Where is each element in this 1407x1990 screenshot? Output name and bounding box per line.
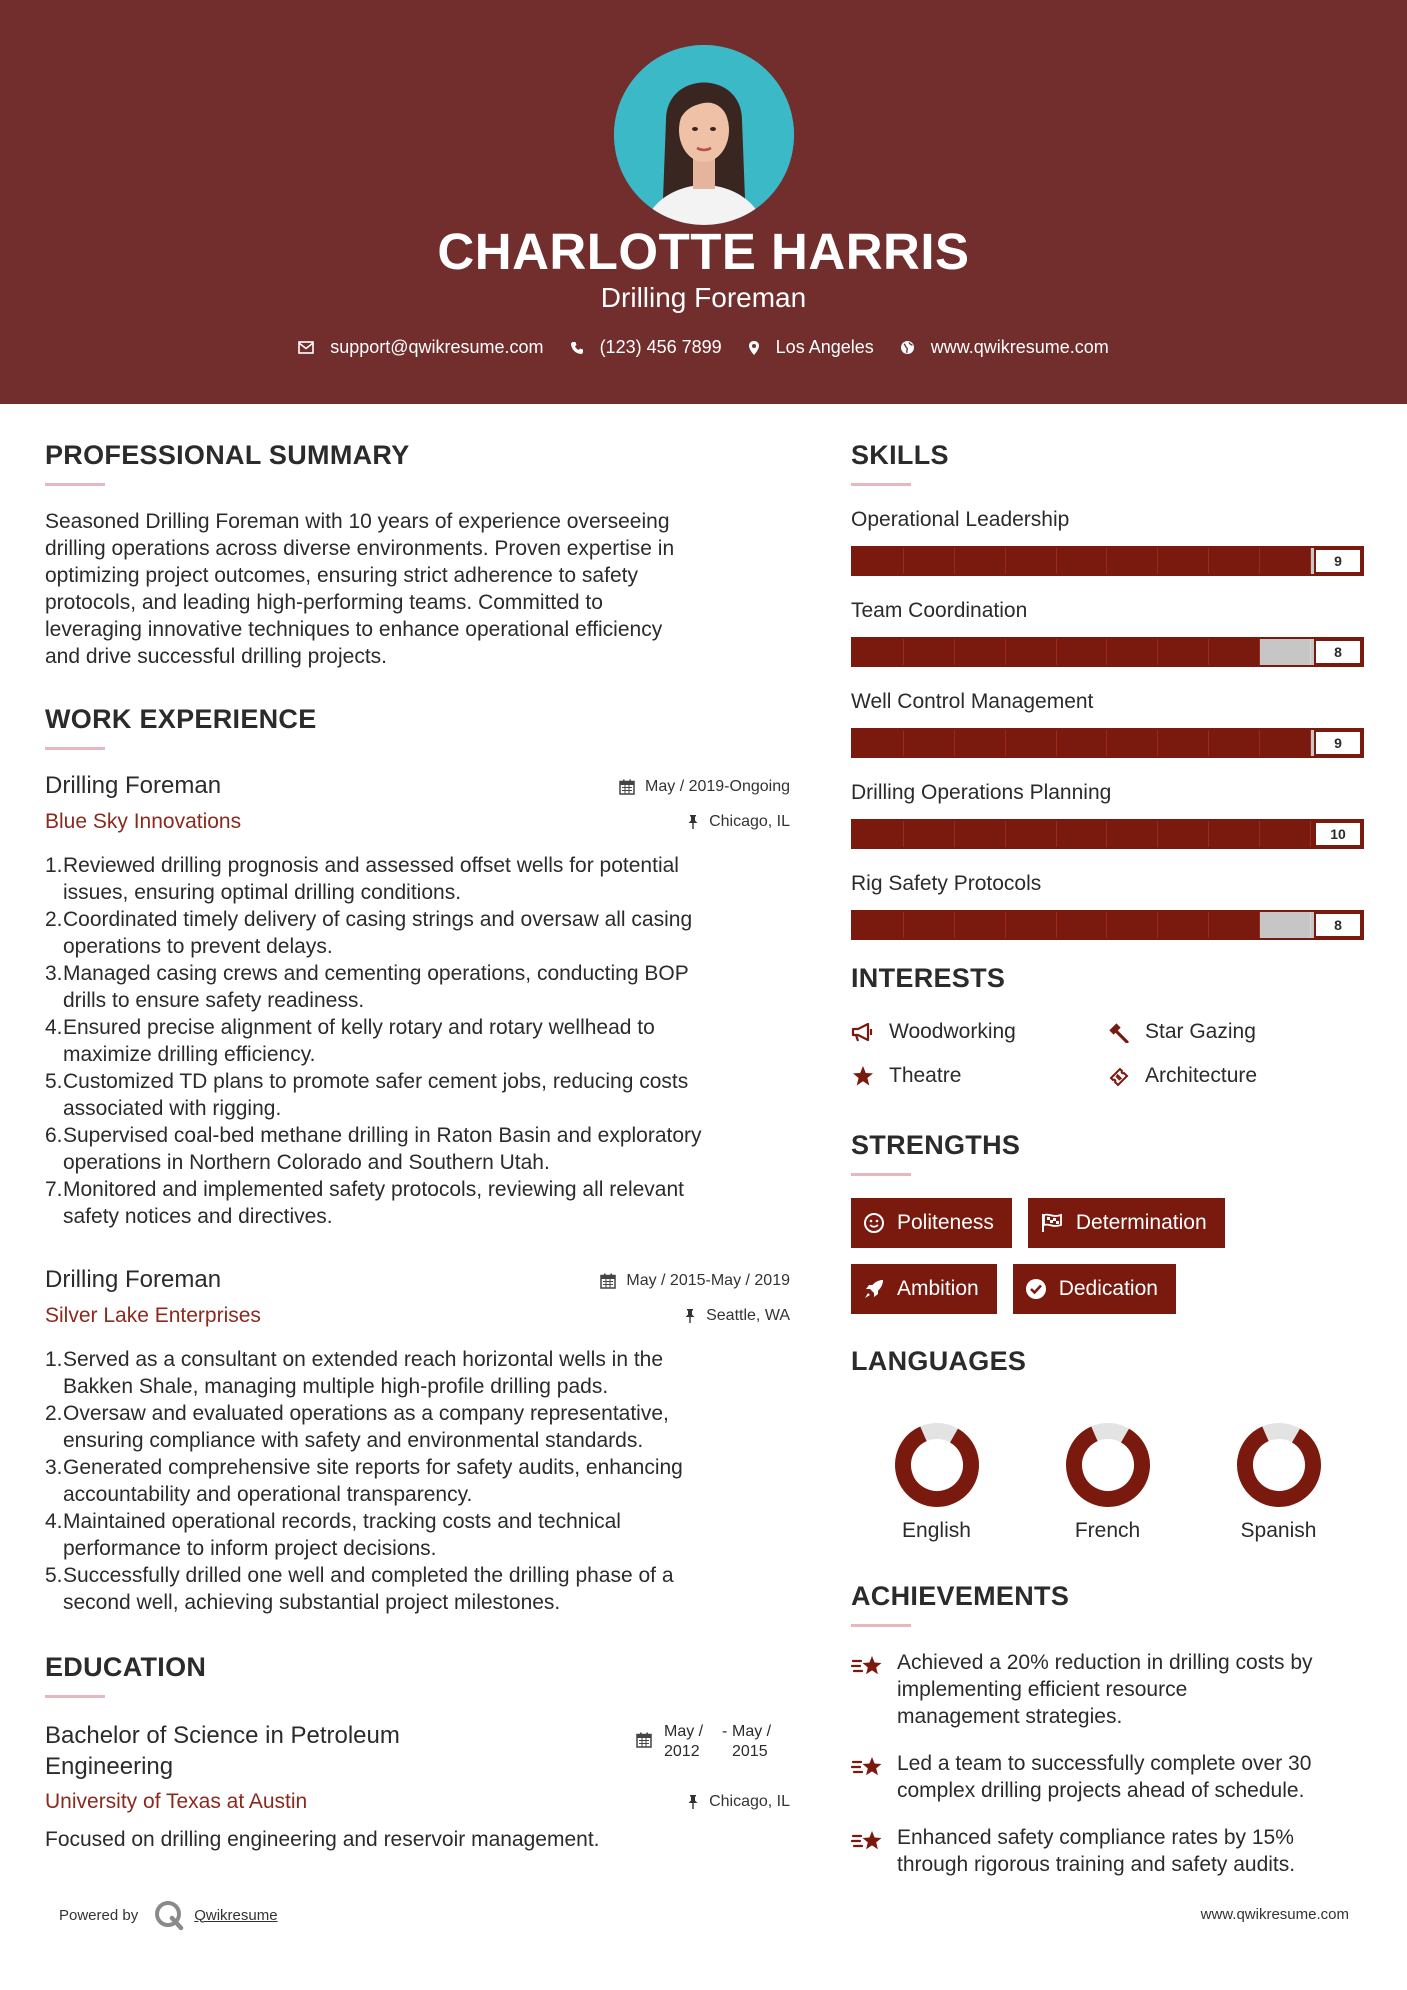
- job-bullet: [45, 1562, 790, 1616]
- strength-list: [851, 1198, 1366, 1330]
- calendar-icon: [636, 1732, 652, 1748]
- achievement-text: [897, 1649, 1313, 1730]
- skill-bar: [851, 910, 1364, 940]
- achievements-section: [851, 1581, 1366, 1878]
- bullet-line: Ensured precise alignment of kelly rotary and rotary wellhead to: [63, 1016, 655, 1039]
- footer-website[interactable]: www.qwikresume.com: [1200, 1906, 1349, 1923]
- calendar-icon: [600, 1273, 616, 1289]
- job-dates: [619, 778, 790, 796]
- end-date-line: 2015: [732, 1743, 768, 1760]
- bullet-text: [63, 1400, 669, 1454]
- skill-name: Drilling Operations Planning: [851, 781, 1112, 804]
- skill-name: Well Control Management: [851, 690, 1094, 713]
- job-bullet: [45, 1122, 790, 1176]
- experience-heading: WORK EXPERIENCE: [45, 704, 317, 734]
- skill-segment: [1209, 548, 1260, 574]
- interest-label: Woodworking: [889, 1020, 1016, 1043]
- skill-segment: [1260, 912, 1311, 938]
- skill-bar: [851, 819, 1364, 849]
- skill-segment: [955, 639, 1006, 665]
- bullet-text: [63, 1454, 683, 1508]
- job-dates-text: May / 2015-May / 2019: [626, 1272, 790, 1289]
- pushpin-icon: [687, 1794, 699, 1810]
- skills-section: [851, 440, 1366, 940]
- job-bullet: [45, 960, 790, 1014]
- education-heading: EDUCATION: [45, 1652, 207, 1682]
- skill-segment: [904, 912, 955, 938]
- summary-line: leveraging innovative techniques to enhance operational efficiency: [45, 618, 663, 641]
- skill-segment: [1107, 548, 1158, 574]
- job-list: [45, 772, 790, 1616]
- achievement-text: [897, 1824, 1295, 1878]
- skill-segment: [1158, 912, 1209, 938]
- section-underline: [851, 1624, 911, 1627]
- right-column: [851, 440, 1366, 1898]
- summary-heading: PROFESSIONAL SUMMARY: [45, 440, 410, 470]
- skill-name: Operational Leadership: [851, 508, 1070, 531]
- degree-line: Engineering: [45, 1753, 174, 1780]
- footer-brand-link[interactable]: Qwikresume: [194, 1906, 278, 1924]
- bullet-line: Maintained operational records, tracking costs and technical: [63, 1510, 621, 1533]
- company-name: Silver Lake Enterprises: [45, 1304, 261, 1327]
- strength-label: Politeness: [897, 1211, 994, 1234]
- interest-item: [851, 1064, 1107, 1088]
- strength-badge: [1028, 1198, 1225, 1248]
- bullet-text: [63, 960, 689, 1014]
- bullet-number: 4.: [45, 1016, 63, 1039]
- achievement-text: [897, 1750, 1311, 1804]
- bullet-line: ensuring compliance with safety and environmental standards.: [63, 1429, 644, 1452]
- bullet-text: [63, 1014, 655, 1068]
- pushpin-icon: [684, 1308, 696, 1324]
- bullet-number: 2.: [45, 908, 63, 931]
- bullet-number: 5.: [45, 1070, 63, 1093]
- bullet-line: safety notices and directives.: [63, 1205, 333, 1228]
- bullet-line: Generated comprehensive site reports for safety audits, enhancing: [63, 1456, 683, 1479]
- summary-text: [45, 508, 790, 670]
- summary-line: drilling operations across diverse environments. Proven expertise in: [45, 537, 675, 560]
- education-sub: [45, 1790, 790, 1814]
- bullet-number: 1.: [45, 1348, 63, 1371]
- skill-segment: [955, 912, 1006, 938]
- strength-label: Ambition: [897, 1277, 979, 1300]
- bullet-text: [63, 1068, 688, 1122]
- skill-level-label: 9: [1314, 730, 1362, 756]
- strength-label: Determination: [1075, 1211, 1207, 1234]
- achievement-list: [851, 1649, 1366, 1878]
- job-location: [684, 1307, 790, 1325]
- job-bullet: [45, 1068, 790, 1122]
- email-text: support@qwikresume.com: [330, 337, 544, 357]
- skill-name: Rig Safety Protocols: [851, 872, 1042, 895]
- bullet-line: Supervised coal-bed methane drilling in Raton Basin and exploratory: [63, 1124, 702, 1147]
- job-header: [45, 1266, 790, 1294]
- skill-segment: [1260, 548, 1311, 574]
- bullet-line: Bakken Shale, managing multiple high-profile drilling pads.: [63, 1375, 609, 1398]
- smile-icon: [863, 1212, 885, 1234]
- job-bullet: [45, 1346, 790, 1400]
- education-end-date: [732, 1722, 790, 1762]
- language-gauge: [1235, 1421, 1323, 1509]
- bullet-text: [63, 906, 692, 960]
- skill-segment: [904, 821, 955, 847]
- job-bullet: [45, 1014, 790, 1068]
- skill-segment: [904, 548, 955, 574]
- bullet-line: Coordinated timely delivery of casing strings and oversaw all casing: [63, 908, 693, 931]
- summary-line: Seasoned Drilling Foreman with 10 years of experience overseeing: [45, 510, 670, 533]
- contact-email[interactable]: [298, 337, 543, 358]
- bullet-number: 2.: [45, 1402, 63, 1425]
- rocket-icon: [863, 1278, 885, 1300]
- job-location-text: Chicago, IL: [709, 813, 790, 830]
- achievements-heading: ACHIEVEMENTS: [851, 1581, 1070, 1611]
- interest-item: [851, 1020, 1107, 1044]
- job-entry: [45, 772, 790, 1230]
- check-circle-icon: [1025, 1278, 1047, 1300]
- flag-icon: [1040, 1213, 1064, 1233]
- section-underline: [45, 483, 105, 486]
- job-bullet: [45, 1454, 790, 1508]
- skill-segment: [853, 639, 904, 665]
- bullet-line: Reviewed drilling prognosis and assessed offset wells for potential: [63, 854, 679, 877]
- candidate-title: Drilling Foreman: [600, 282, 807, 313]
- interest-label: Architecture: [1145, 1064, 1258, 1087]
- school-name: University of Texas at Austin: [45, 1790, 308, 1813]
- achievement-item: [851, 1649, 1366, 1730]
- bullet-line: Customized TD plans to promote safer cement jobs, reducing costs: [63, 1070, 689, 1093]
- candidate-name: CHARLOTTE HARRIS: [437, 223, 970, 280]
- bullet-line: associated with rigging.: [63, 1097, 282, 1120]
- bullet-number: 3.: [45, 962, 63, 985]
- skill-segment: [955, 730, 1006, 756]
- star-icon: [851, 1065, 875, 1087]
- skill-list: [851, 508, 1366, 940]
- job-location: [687, 813, 790, 831]
- bullet-line: Served as a consultant on extended reach horizontal wells in the: [63, 1348, 664, 1371]
- job-bullet: [45, 1508, 790, 1562]
- skills-heading: SKILLS: [851, 440, 949, 470]
- skill-segment: [1158, 821, 1209, 847]
- education-degree: [45, 1720, 475, 1782]
- skill-level-label: 10: [1314, 821, 1362, 847]
- skill-segment: [1006, 821, 1057, 847]
- bullet-line: accountability and operational transparency.: [63, 1483, 473, 1506]
- interest-label: Star Gazing: [1145, 1020, 1256, 1043]
- job-entry: [45, 1266, 790, 1616]
- skill-segment: [1209, 730, 1260, 756]
- bullet-line: second well, achieving substantial project milestones.: [63, 1591, 561, 1614]
- bullet-line: drills to ensure safety readiness.: [63, 989, 365, 1012]
- skill-level-label: 9: [1314, 548, 1362, 574]
- bullet-line: Oversaw and evaluated operations as a company representative,: [63, 1402, 669, 1425]
- bullet-line: issues, ensuring optimal drilling conditions.: [63, 881, 462, 904]
- gavel-icon: [1107, 1021, 1131, 1043]
- bullet-number: 1.: [45, 854, 63, 877]
- skill-segment: [1107, 639, 1158, 665]
- achievement-line: Achieved a 20% reduction in drilling costs by: [897, 1651, 1313, 1674]
- section-underline: [851, 1173, 911, 1176]
- bullet-line: Managed casing crews and cementing operations, conducting BOP: [63, 962, 689, 985]
- experience-section: [45, 704, 790, 1616]
- skill-segment: [853, 912, 904, 938]
- bullet-text: [63, 1346, 663, 1400]
- bullet-line: maximize drilling efficiency.: [63, 1043, 316, 1066]
- skill-segment: [1057, 730, 1108, 756]
- job-bullet: [45, 1400, 790, 1454]
- achievement-line: Enhanced safety compliance rates by 15%: [897, 1826, 1294, 1849]
- bullet-number: 4.: [45, 1510, 63, 1533]
- skill-segment: [1057, 548, 1108, 574]
- job-bullets: [45, 852, 790, 1230]
- job-sub: [45, 810, 790, 834]
- summary-line: and drive successful drilling projects.: [45, 645, 387, 668]
- language-name: English: [902, 1519, 971, 1542]
- pushpin-icon: [687, 814, 699, 830]
- job-bullet: [45, 1176, 790, 1230]
- summary-line: protocols, and leading high-performing teams. Committed to: [45, 591, 603, 614]
- strength-badge: [851, 1264, 997, 1314]
- section-underline: [45, 1695, 105, 1698]
- bullet-number: 5.: [45, 1564, 63, 1587]
- job-bullets: [45, 1346, 790, 1616]
- bullet-line: operations to prevent delays.: [63, 935, 333, 958]
- job-location-text: Seattle, WA: [706, 1307, 790, 1324]
- shooting-star-icon: [851, 1653, 885, 1681]
- location-text: Los Angeles: [775, 337, 874, 357]
- skill-segment: [1158, 639, 1209, 665]
- language-item: [1022, 1421, 1193, 1543]
- degree-line: Bachelor of Science in Petroleum: [45, 1722, 400, 1749]
- language-gauge: [1064, 1421, 1152, 1509]
- skill-segment: [1260, 639, 1311, 665]
- skill-segment: [1107, 730, 1158, 756]
- skill-segment: [1209, 639, 1260, 665]
- bullet-text: [63, 852, 679, 906]
- language-name: French: [1074, 1519, 1141, 1542]
- skill-segment: [1006, 730, 1057, 756]
- envelope-icon: [298, 341, 314, 354]
- skill-item: [851, 872, 1366, 940]
- skill-segment: [1158, 548, 1209, 574]
- bullet-line: operations in Northern Colorado and Southern Utah.: [63, 1151, 550, 1174]
- skill-segment: [1158, 730, 1209, 756]
- company-name: Blue Sky Innovations: [45, 810, 242, 833]
- shooting-star-icon: [851, 1828, 885, 1856]
- job-title: Drilling Foreman: [45, 772, 222, 799]
- school-location-text: Chicago, IL: [709, 1793, 790, 1810]
- bullet-line: performance to inform project decisions.: [63, 1537, 437, 1560]
- skill-bar: [851, 637, 1364, 667]
- skill-segment: [955, 548, 1006, 574]
- skill-segment: [904, 639, 955, 665]
- bullet-line: Successfully drilled one well and completed the drilling phase of a: [63, 1564, 674, 1587]
- interest-label: Theatre: [889, 1064, 962, 1087]
- skill-bar: [851, 728, 1364, 758]
- skill-item: [851, 690, 1366, 758]
- section-underline: [45, 747, 105, 750]
- qwikresume-logo-icon: [152, 1898, 186, 1932]
- skill-segment: [955, 821, 1006, 847]
- start-date-line: 2012: [664, 1743, 700, 1760]
- website-text: www.qwikresume.com: [930, 337, 1109, 357]
- languages-section: [851, 1346, 1366, 1543]
- skill-segment: [1057, 821, 1108, 847]
- skill-segment: [1209, 912, 1260, 938]
- footer-powered-by: [59, 1898, 278, 1932]
- skill-name: Team Coordination: [851, 599, 1028, 622]
- bullet-number: 7.: [45, 1178, 63, 1201]
- education-section: [45, 1652, 790, 1853]
- summary-section: [45, 440, 790, 670]
- strength-badge: [851, 1198, 1012, 1248]
- contact-location: [748, 337, 874, 358]
- bullet-text: [63, 1562, 674, 1616]
- contact-website[interactable]: [900, 337, 1109, 358]
- job-bullet: [45, 852, 790, 906]
- bullet-text: [63, 1122, 702, 1176]
- achievement-item: [851, 1824, 1366, 1878]
- achievement-item: [851, 1750, 1366, 1804]
- interests-section: [851, 963, 1366, 1088]
- map-pin-icon: [748, 340, 760, 356]
- contact-phone[interactable]: [570, 337, 722, 358]
- skill-segment: [1057, 639, 1108, 665]
- skill-segment: [853, 730, 904, 756]
- skill-level-label: 8: [1314, 639, 1362, 665]
- skill-segment: [1006, 548, 1057, 574]
- language-list: [851, 1421, 1366, 1543]
- bullet-text: [63, 1508, 621, 1562]
- skill-item: [851, 508, 1366, 576]
- section-underline: [851, 483, 911, 486]
- megaphone-icon: [851, 1022, 875, 1042]
- bullet-text: [63, 1176, 684, 1230]
- summary-line: optimizing project outcomes, ensuring strict adherence to safety: [45, 564, 638, 587]
- language-name: Spanish: [1240, 1519, 1317, 1542]
- languages-heading: LANGUAGES: [851, 1346, 1027, 1376]
- strength-label: Dedication: [1058, 1277, 1158, 1300]
- skill-item: [851, 781, 1366, 849]
- strengths-section: [851, 1130, 1366, 1330]
- language-item: [1193, 1421, 1364, 1543]
- skill-segment: [1209, 821, 1260, 847]
- contact-bar: [0, 337, 1407, 358]
- calendar-icon: [619, 779, 635, 795]
- strengths-heading: STRENGTHS: [851, 1130, 1021, 1160]
- globe-icon: [900, 340, 915, 355]
- profile-photo-illustration: [614, 45, 794, 225]
- job-bullet: [45, 906, 790, 960]
- education-header: [45, 1720, 790, 1782]
- shooting-star-icon: [851, 1754, 885, 1782]
- achievement-line: implementing efficient resource: [897, 1678, 1188, 1701]
- left-column: [45, 440, 790, 1853]
- skill-item: [851, 599, 1366, 667]
- education-dates: [636, 1722, 790, 1762]
- achievement-line: through rigorous training and safety audits.: [897, 1853, 1296, 1876]
- job-sub: [45, 1304, 790, 1328]
- skill-segment: [1260, 821, 1311, 847]
- job-dates: [600, 1272, 790, 1290]
- ticket-icon: [1107, 1065, 1131, 1087]
- skill-segment: [853, 548, 904, 574]
- bullet-number: 6.: [45, 1124, 63, 1147]
- job-title: Drilling Foreman: [45, 1266, 222, 1293]
- skill-segment: [853, 821, 904, 847]
- profile-photo: [614, 45, 794, 225]
- interest-list: [851, 1020, 1366, 1088]
- skill-segment: [1260, 730, 1311, 756]
- interest-item: [1107, 1020, 1357, 1044]
- skill-bar: [851, 546, 1364, 576]
- bullet-line: Monitored and implemented safety protocols, reviewing all relevant: [63, 1178, 684, 1201]
- interests-heading: INTERESTS: [851, 963, 1006, 993]
- achievement-line: complex drilling projects ahead of schedule.: [897, 1779, 1305, 1802]
- job-header: [45, 772, 790, 800]
- bullet-number: 3.: [45, 1456, 63, 1479]
- skill-segment: [904, 730, 955, 756]
- language-gauge: [893, 1421, 981, 1509]
- interest-item: [1107, 1064, 1357, 1088]
- education-description: Focused on drilling engineering and reservoir management.: [45, 1828, 600, 1851]
- job-dates-text: May / 2019-Ongoing: [645, 778, 790, 795]
- skill-level-label: 8: [1314, 912, 1362, 938]
- resume-header: [0, 0, 1407, 404]
- skill-segment: [1006, 912, 1057, 938]
- skill-segment: [1107, 821, 1158, 847]
- education-start-date: [664, 1722, 722, 1762]
- achievement-line: Led a team to successfully complete over 30: [897, 1752, 1312, 1775]
- skill-segment: [1107, 912, 1158, 938]
- start-date-line: May /: [664, 1723, 704, 1740]
- language-item: [851, 1421, 1022, 1543]
- date-separator: -: [722, 1723, 728, 1740]
- phone-text: (123) 456 7899: [599, 337, 722, 357]
- end-date-line: May /: [732, 1723, 772, 1740]
- phone-icon: [570, 341, 584, 355]
- school-location: [687, 1793, 790, 1811]
- strength-badge: [1013, 1264, 1176, 1314]
- skill-segment: [1057, 912, 1108, 938]
- achievement-line: management strategies.: [897, 1705, 1123, 1728]
- powered-by-text: Powered by: [59, 1906, 139, 1924]
- skill-segment: [1006, 639, 1057, 665]
